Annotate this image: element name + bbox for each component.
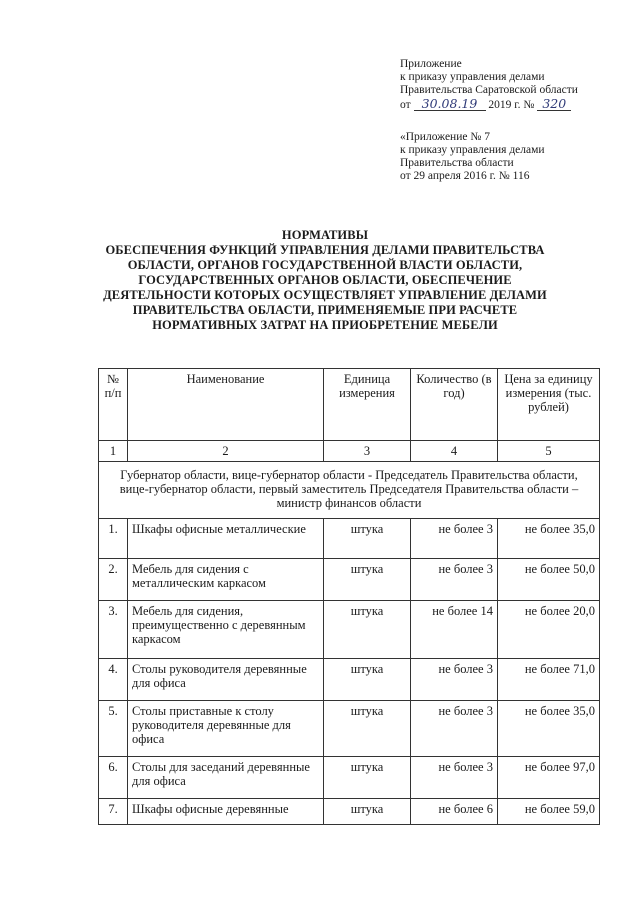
- row-name: Столы руководителя деревянные для офиса: [128, 659, 324, 701]
- row-name: Мебель для сидения с металлическим каркасом: [128, 559, 324, 601]
- row-num: 2.: [99, 559, 128, 601]
- index-cell: 3: [324, 441, 411, 462]
- row-qty: не более 3: [411, 659, 498, 701]
- document-title: [90, 228, 560, 333]
- row-qty: не более 3: [411, 701, 498, 757]
- attachment7-line-3: Правительства области: [400, 157, 514, 169]
- row-qty: не более 3: [411, 559, 498, 601]
- table-row: [99, 757, 600, 799]
- title-line-4: ГОСУДАРСТВЕННЫХ ОРГАНОВ ОБЛАСТИ, ОБЕСПЕЧЕНИЕ: [138, 273, 512, 287]
- title-line-2: ОБЕСПЕЧЕНИЯ ФУНКЦИЙ УПРАВЛЕНИЯ ДЕЛАМИ ПРАВИТЕЛЬСТВА: [105, 243, 545, 257]
- index-cell: 5: [498, 441, 600, 462]
- row-price: не более 20,0: [498, 601, 600, 659]
- header-num: № п/п: [99, 369, 128, 441]
- table-row: [99, 659, 600, 701]
- attachment-line-3: Правительства Саратовской области: [400, 84, 578, 96]
- header-price: Цена за единицу измерения (тыс. рублей): [498, 369, 600, 441]
- row-unit: штука: [324, 601, 411, 659]
- row-num: 4.: [99, 659, 128, 701]
- handwritten-number: 320: [537, 97, 571, 111]
- table-row: [99, 559, 600, 601]
- group-heading: Губернатор области, вице-губернатор области - Председатель Правительства области, вице-губернатор области, первый заместитель Председателя Правительства области – министр финансов области: [99, 462, 600, 519]
- row-price: не более 59,0: [498, 799, 600, 825]
- attachment-date-line: [400, 97, 630, 112]
- row-unit: штука: [324, 799, 411, 825]
- row-qty: не более 3: [411, 757, 498, 799]
- title-line-1: НОРМАТИВЫ: [281, 228, 369, 242]
- group-row: [99, 462, 600, 519]
- row-unit: штука: [324, 559, 411, 601]
- title-line-6: ПРАВИТЕЛЬСТВА ОБЛАСТИ, ПРИМЕНЯЕМЫЕ ПРИ РАСЧЕТЕ: [132, 303, 518, 317]
- index-cell: 1: [99, 441, 128, 462]
- table-row: [99, 601, 600, 659]
- row-name: Столы для заседаний деревянные для офиса: [128, 757, 324, 799]
- date-prefix: от: [400, 99, 411, 111]
- row-unit: штука: [324, 757, 411, 799]
- index-cell: 4: [411, 441, 498, 462]
- row-num: 1.: [99, 519, 128, 559]
- attachment7-line-2: к приказу управления делами: [400, 144, 545, 156]
- table-row: [99, 799, 600, 825]
- attachment-block: [400, 58, 630, 112]
- row-name: Шкафы офисные металлические: [128, 519, 324, 559]
- attachment-line-1: Приложение: [400, 58, 462, 70]
- row-unit: штука: [324, 659, 411, 701]
- title-line-3: ОБЛАСТИ, ОРГАНОВ ГОСУДАРСТВЕННОЙ ВЛАСТИ ОБЛАСТИ,: [127, 258, 523, 272]
- row-price: не более 35,0: [498, 519, 600, 559]
- row-num: 6.: [99, 757, 128, 799]
- column-index-row: [99, 441, 600, 462]
- attachment-line-2: к приказу управления делами: [400, 71, 545, 83]
- row-qty: не более 14: [411, 601, 498, 659]
- handwritten-date: 30.08.19: [414, 97, 486, 111]
- header-unit: Единица измерения: [324, 369, 411, 441]
- attachment7-block: [400, 131, 630, 183]
- attachment7-line-1: «Приложение № 7: [400, 131, 490, 143]
- table-row: [99, 519, 600, 559]
- row-name: Шкафы офисные деревянные: [128, 799, 324, 825]
- row-name: Столы приставные к столу руководителя деревянные для офиса: [128, 701, 324, 757]
- row-price: не более 35,0: [498, 701, 600, 757]
- row-price: не более 97,0: [498, 757, 600, 799]
- header-name: Наименование: [128, 369, 324, 441]
- row-num: 3.: [99, 601, 128, 659]
- table-row: [99, 701, 600, 757]
- index-cell: 2: [128, 441, 324, 462]
- attachment7-line-4: от 29 апреля 2016 г. № 116: [400, 170, 530, 182]
- title-line-5: ДЕЯТЕЛЬНОСТИ КОТОРЫХ ОСУЩЕСТВЛЯЕТ УПРАВЛЕНИЕ ДЕЛАМИ: [103, 288, 547, 302]
- row-qty: не более 6: [411, 799, 498, 825]
- row-unit: штука: [324, 519, 411, 559]
- norms-table: [98, 368, 600, 825]
- row-num: 7.: [99, 799, 128, 825]
- row-price: не более 50,0: [498, 559, 600, 601]
- row-name: Мебель для сидения, преимущественно с деревянным каркасом: [128, 601, 324, 659]
- row-qty: не более 3: [411, 519, 498, 559]
- year-text: 2019 г. №: [488, 99, 535, 111]
- row-price: не более 71,0: [498, 659, 600, 701]
- header-qty: Количество (в год): [411, 369, 498, 441]
- title-line-7: НОРМАТИВНЫХ ЗАТРАТ НА ПРИОБРЕТЕНИЕ МЕБЕЛИ: [152, 318, 498, 332]
- row-unit: штука: [324, 701, 411, 757]
- row-num: 5.: [99, 701, 128, 757]
- table-header-row: [99, 369, 600, 441]
